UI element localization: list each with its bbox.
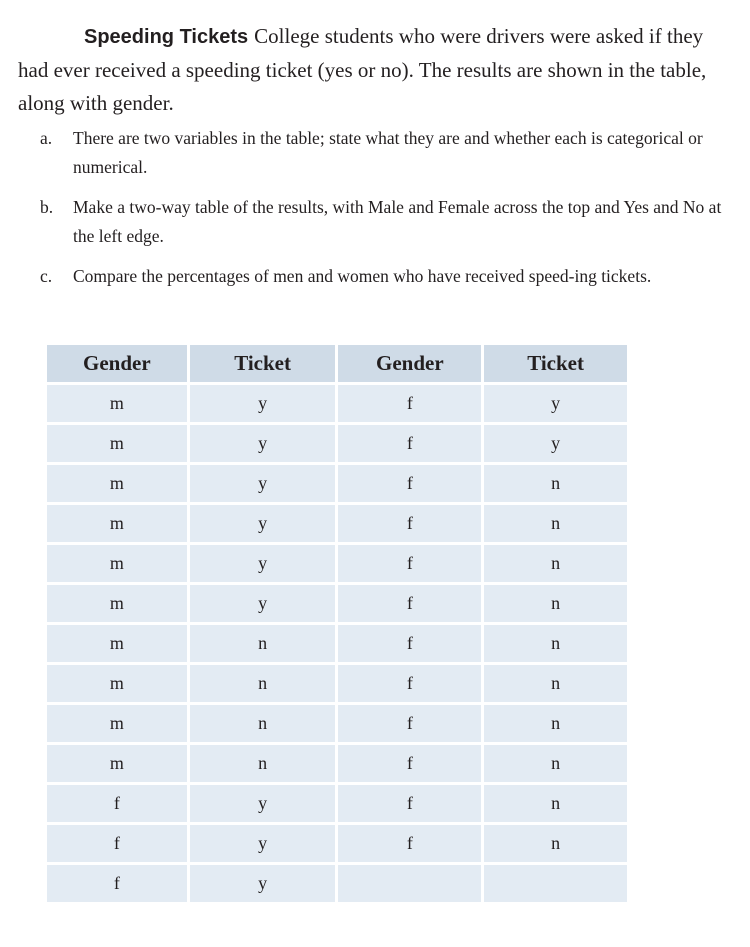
table-row xyxy=(47,625,627,662)
cell-ticket: y xyxy=(190,865,336,902)
cell-ticket: n xyxy=(484,785,627,822)
part-text: Compare the percentages of men and women who have received speed-ing tickets. xyxy=(73,266,652,286)
cell-ticket: n xyxy=(484,625,627,662)
cell-gender: m xyxy=(47,425,187,462)
exercise-part-c xyxy=(40,262,730,291)
cell-gender: f xyxy=(338,625,481,662)
cell-ticket: y xyxy=(190,785,336,822)
cell-gender: m xyxy=(47,545,187,582)
cell-ticket: n xyxy=(484,705,627,742)
table-row xyxy=(47,425,627,462)
table-row xyxy=(47,385,627,422)
table-row xyxy=(47,745,627,782)
part-text: Make a two-way table of the results, with Male and Female across the top and Yes and No at the left edge. xyxy=(73,197,722,246)
column-header-gender: Gender xyxy=(47,345,187,382)
exercise-intro-text: College students who were drivers were asked if they had ever received a speeding ticket (yes or no). The results are shown in the table, along with gender. xyxy=(18,24,707,115)
cell-ticket: n xyxy=(484,465,627,502)
cell-gender: m xyxy=(47,625,187,662)
cell-gender: f xyxy=(47,825,187,862)
table-row xyxy=(47,505,627,542)
cell-gender: f xyxy=(47,785,187,822)
table-header-row xyxy=(47,345,627,382)
cell-ticket: n xyxy=(484,585,627,622)
cell-gender: f xyxy=(338,585,481,622)
cell-gender: f xyxy=(338,545,481,582)
table-row xyxy=(47,585,627,622)
cell-ticket: y xyxy=(190,545,336,582)
cell-ticket: y xyxy=(190,585,336,622)
cell-gender: f xyxy=(338,745,481,782)
cell-gender: m xyxy=(47,505,187,542)
cell-ticket: n xyxy=(484,825,627,862)
cell-gender: f xyxy=(338,825,481,862)
cell-gender: m xyxy=(47,665,187,702)
cell-gender: f xyxy=(338,425,481,462)
cell-gender: f xyxy=(338,505,481,542)
part-letter: b. xyxy=(40,197,54,217)
cell-gender: f xyxy=(338,665,481,702)
table-row xyxy=(47,865,627,902)
cell-ticket: n xyxy=(190,705,336,742)
cell-gender: f xyxy=(338,785,481,822)
table-row xyxy=(47,705,627,742)
exercise-intro xyxy=(18,20,734,120)
table-row xyxy=(47,545,627,582)
cell-gender xyxy=(338,865,481,902)
table-row xyxy=(47,665,627,702)
cell-ticket: n xyxy=(484,545,627,582)
cell-ticket: y xyxy=(484,385,627,422)
speeding-ticket-data-table xyxy=(44,342,630,905)
cell-ticket: n xyxy=(190,665,336,702)
cell-ticket: n xyxy=(190,745,336,782)
cell-gender: f xyxy=(338,705,481,742)
cell-ticket: y xyxy=(484,425,627,462)
cell-gender: f xyxy=(338,385,481,422)
table-row xyxy=(47,465,627,502)
part-text: There are two variables in the table; state what they are and whether each is categorical or numerical. xyxy=(73,128,703,177)
part-letter: a. xyxy=(40,128,53,148)
column-header-gender: Gender xyxy=(338,345,481,382)
cell-gender: m xyxy=(47,465,187,502)
cell-ticket: n xyxy=(484,505,627,542)
cell-ticket: y xyxy=(190,825,336,862)
cell-ticket: y xyxy=(190,465,336,502)
exercise-part-b xyxy=(40,193,730,251)
cell-gender: m xyxy=(47,385,187,422)
cell-gender: m xyxy=(47,705,187,742)
column-header-ticket: Ticket xyxy=(484,345,627,382)
cell-ticket: y xyxy=(190,425,336,462)
cell-gender: f xyxy=(338,465,481,502)
table-body xyxy=(47,385,627,902)
part-letter: c. xyxy=(40,266,53,286)
cell-ticket xyxy=(484,865,627,902)
cell-ticket: n xyxy=(484,745,627,782)
table-row xyxy=(47,785,627,822)
cell-gender: f xyxy=(47,865,187,902)
cell-ticket: n xyxy=(190,625,336,662)
cell-ticket: y xyxy=(190,385,336,422)
cell-gender: m xyxy=(47,745,187,782)
cell-ticket: n xyxy=(484,665,627,702)
table-row xyxy=(47,825,627,862)
exercise-parts-list xyxy=(40,124,730,302)
column-header-ticket: Ticket xyxy=(190,345,336,382)
exercise-part-a xyxy=(40,124,730,182)
exercise-title: Speeding Tickets xyxy=(84,26,249,48)
cell-gender: m xyxy=(47,585,187,622)
cell-ticket: y xyxy=(190,505,336,542)
